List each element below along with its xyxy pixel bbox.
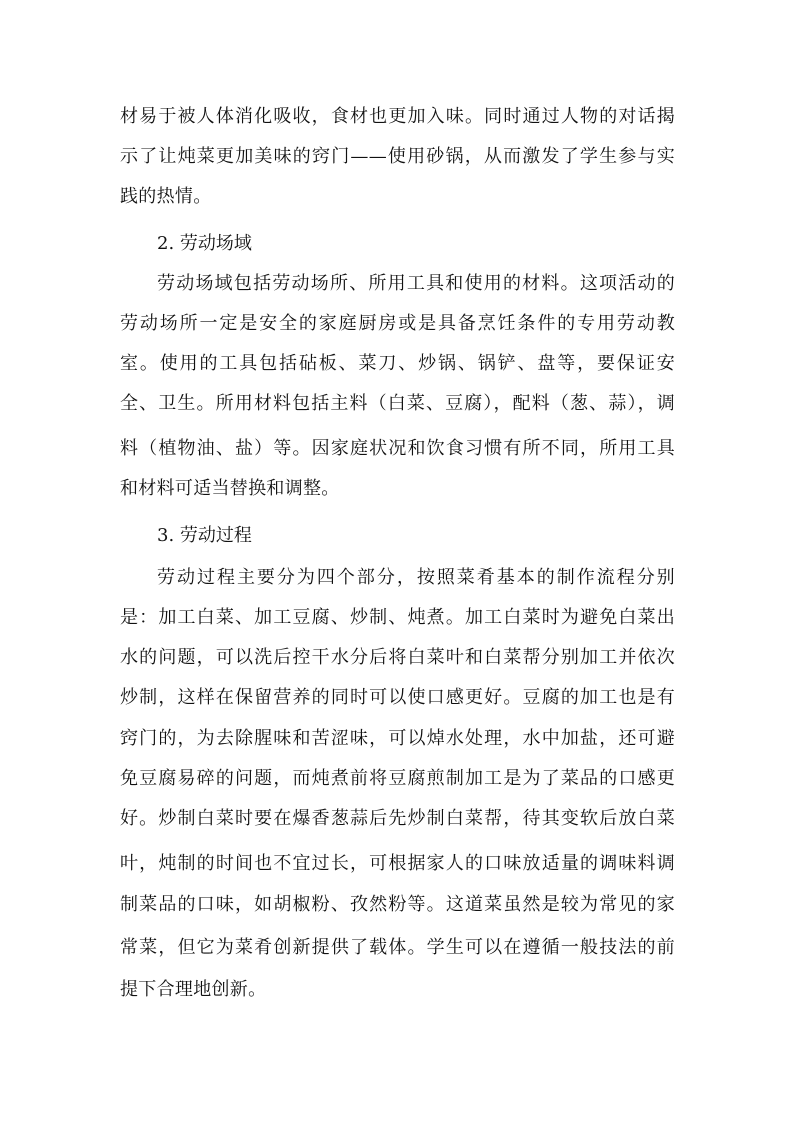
paragraph-line: 提下合理地创新。: [120, 979, 267, 1000]
paragraph-line: 室。使用的工具包括砧板、菜刀、炒锅、锅铲、盘等，要保证安: [120, 353, 675, 374]
paragraph-line: 常菜，但它为菜肴创新提供了载体。学生可以在遵循一般技法的前: [120, 937, 675, 958]
paragraph-line: 好。炒制白菜时要在爆香葱蒜后先炒制白菜帮，待其变软后放白菜: [120, 808, 675, 829]
paragraph-line: 免豆腐易碎的问题，而炖煮前将豆腐煎制加工是为了菜品的口感更: [120, 768, 675, 789]
paragraph-line: 是：加工白菜、加工豆腐、炒制、炖煮。加工白菜时为避免白菜出: [120, 607, 675, 628]
paragraph-line: 窍门的，为去除腥味和苦涩味，可以焯水处理，水中加盐，还可避: [120, 728, 675, 749]
paragraph-line: 炒制，这样在保留营养的同时可以使口感更好。豆腐的加工也是有: [120, 687, 675, 708]
paragraph-line: 叶，炖制的时间也不宜过长，可根据家人的口味放适量的调味料调: [120, 853, 675, 874]
paragraph-line: 劳动过程主要分为四个部分，按照菜肴基本的制作流程分别: [157, 567, 675, 588]
paragraph-line: 劳动场所一定是安全的家庭厨房或是具备烹饪条件的专用劳动教: [120, 313, 675, 334]
paragraph-line: 全、卫生。所用材料包括主料（白菜、豆腐），配料（葱、蒜），调: [120, 393, 675, 414]
paragraph-line: 水的问题，可以洗后控干水分后将白菜叶和白菜帮分别加工并依次: [120, 647, 675, 668]
paragraph-line: 材易于被人体消化吸收，食材也更加入味。同时通过人物的对话揭: [120, 106, 675, 127]
section-heading: 3. 劳动过程: [157, 525, 252, 546]
section-heading: 2. 劳动场域: [157, 233, 252, 254]
paragraph-line: 示了让炖菜更加美味的窍门——使用砂锅，从而激发了学生参与实: [120, 146, 675, 167]
paragraph-line: 和材料可适当替换和调整。: [120, 478, 340, 499]
paragraph-line: 劳动场域包括劳动场所、所用工具和使用的材料。这项活动的: [157, 273, 675, 294]
paragraph-line: 制菜品的口味，如胡椒粉、孜然粉等。这道菜虽然是较为常见的家: [120, 894, 675, 915]
paragraph-line: 料（植物油、盐）等。因家庭状况和饮食习惯有所不同，所用工具: [120, 438, 675, 459]
paragraph-line: 践的热情。: [120, 186, 212, 207]
